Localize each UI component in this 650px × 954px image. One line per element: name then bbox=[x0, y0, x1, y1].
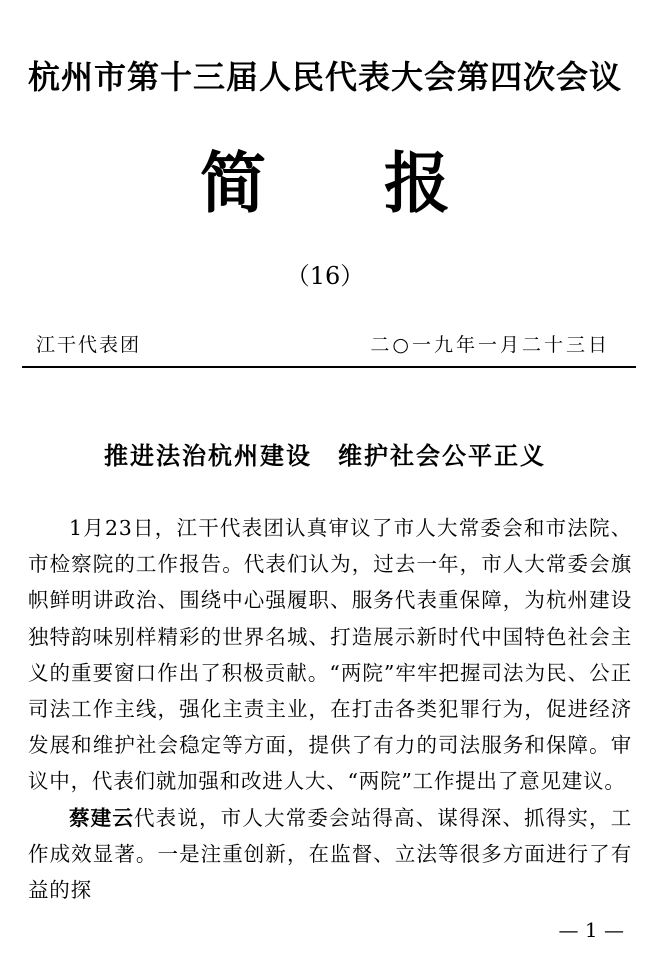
issue-date: 二○一九年一月二十三日 bbox=[370, 334, 610, 356]
meeting-title: 杭州市第十三届人民代表大会第四次会议 bbox=[27, 58, 622, 96]
speaker-name: 蔡建云 bbox=[69, 805, 135, 830]
delegation-name: 江干代表团 bbox=[36, 334, 142, 356]
paragraph-2-text: 代表说，市人大常委会站得高、谋得深、抓得实，工作成效显著。一是注重创新，在监督、立法等很多方面进行了有益的探 bbox=[28, 805, 632, 903]
issue-number: （16） bbox=[285, 262, 365, 290]
header-divider bbox=[22, 366, 636, 368]
paragraph-1: 1月23日，江干代表团认真审议了市人大常委会和市法院、市检察院的工作报告。代表们认为，过去一年，市人大常委会旗帜鲜明讲政治、围绕中心强履职、服务代表重保障，为杭州建设独特韵味别样精彩的世界名城、打造展示新时代中国特色社会主义的重要窗口作出了积极贡献。“两院”牢牢把握司法为民、公正司法工作主线，强化主责主业，在打击各类犯罪行为，促进经济发展和维护社会稳定等方面，提供了有力的司法服务和保障。审议中，代表们就加强和改进人大、“两院”工作提出了意见建议。 bbox=[28, 516, 632, 794]
article-title: 推进法治杭州建设 维护社会公平正义 bbox=[104, 441, 546, 470]
paragraph-2 bbox=[28, 800, 632, 909]
page-number: — 1 — bbox=[558, 918, 624, 942]
article-body bbox=[28, 510, 632, 908]
document-type-heading: 简报 bbox=[200, 144, 568, 222]
